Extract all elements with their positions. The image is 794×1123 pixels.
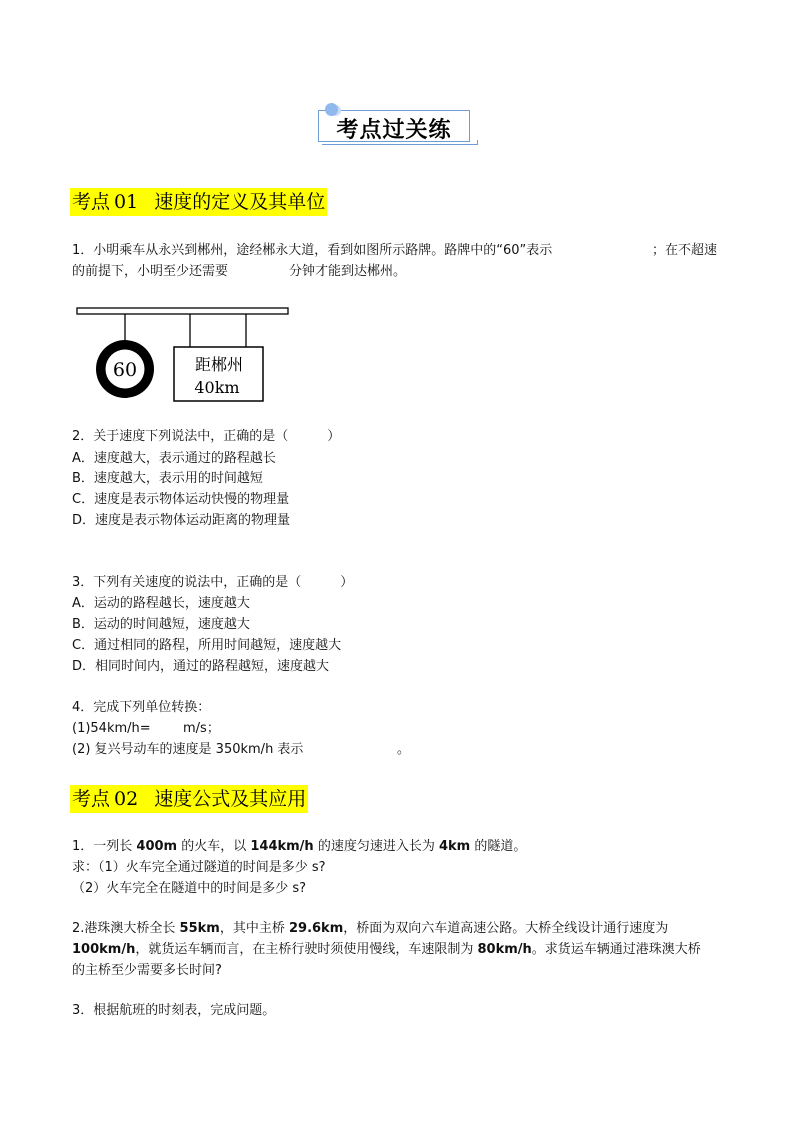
section-title: 速度的定义及其单位: [154, 191, 326, 213]
s2-q1-text: 1．一列长: [72, 839, 137, 854]
s2-q2-text: ，就货运车辆而言，在主桥行驶时须使用慢线，车速限制为: [135, 942, 478, 957]
section-title: 速度公式及其应用: [154, 788, 307, 810]
section-prefix: 考点: [72, 788, 111, 810]
s2-q1-text: 的火车，以: [177, 839, 251, 854]
s2-q1-length: 400m: [136, 839, 178, 854]
distance-sign-km: 40km: [194, 378, 240, 397]
s1-q3-option-a: A．运动的路程越长，速度越大: [72, 596, 250, 611]
s2-q2-text: 2.港珠澳大桥全长: [72, 921, 180, 936]
section-number: 01: [114, 191, 139, 213]
section-heading-02: [70, 785, 308, 813]
s1-q3-option-c: C．通过相同的路程，所用时间越短，速度越大: [72, 638, 342, 653]
s2-q2-limit: 80km/h: [477, 942, 532, 957]
s2-q1-sub1: 求：（1）火车完全通过隧道的时间是多少 s?: [72, 860, 326, 875]
sign-gantry-bar: [77, 308, 288, 314]
s2-q2-text: ，桥面为双向六车道高速公路。大桥全线设计通行速度为: [343, 921, 669, 936]
s1-q4-sub1b: m/s；: [183, 721, 220, 736]
s1-q2-option-d: D．速度是表示物体运动距离的物理量: [72, 513, 291, 528]
s2-q1-text: 的隧道。: [470, 839, 527, 854]
s2-q2-text: 。求货运车辆通过港珠澳大桥: [531, 942, 701, 957]
s1-q1-line1-tail: ；在不超速: [652, 243, 718, 258]
s1-q3-option-d: D．相同时间内，通过的路程越短，速度越大: [72, 659, 330, 674]
s2-q2-line2: [72, 941, 701, 959]
s2-q1-text: 的速度匀速进入长为: [313, 839, 439, 854]
s2-q2-line1: [72, 920, 668, 938]
s1-q4-sub2b: 。: [397, 742, 411, 757]
speed-limit-value: 60: [112, 359, 138, 381]
s2-q2-total: 55km: [179, 921, 220, 936]
s2-q1-speed: 144km/h: [250, 839, 314, 854]
s2-q2-line3: 的主桥至少需要多长时间?: [72, 963, 222, 978]
s1-q1-line1: [72, 242, 552, 260]
s2-q2-design-speed: 100km/h: [72, 942, 136, 957]
page-title: 考点过关练: [336, 118, 452, 143]
distance-sign-dest: 距郴州: [194, 355, 244, 374]
road-sign-figure: [74, 305, 294, 405]
s1-q2-stem: 2．关于速度下列说法中，正确的是（ ）: [72, 429, 341, 444]
s1-q1-line2a: 的前提下，小明至少还需要: [72, 264, 229, 279]
s2-q1-tunnel: 4km: [438, 839, 471, 854]
s1-q3-option-b: B．运动的时间越短，速度越大: [72, 617, 250, 632]
s1-q4-stem: 4．完成下列单位转换：: [72, 700, 211, 715]
s1-q1-line1-text: 1．小明乘车从永兴到郴州，途经郴永大道，看到如图所示路牌。路牌中的“60”表示: [72, 243, 553, 258]
s2-q1-line1: [72, 838, 526, 856]
s1-q2-option-c: C．速度是表示物体运动快慢的物理量: [72, 492, 290, 507]
s1-q2-option-a: A．速度越大，表示通过的路程越长: [72, 451, 276, 466]
s1-q2-option-b: B．速度越大，表示用的时间越短: [72, 471, 263, 486]
s1-q4-sub2a: (2) 复兴号动车的速度是 350km/h 表示: [72, 742, 304, 757]
section-prefix: 考点: [72, 191, 111, 213]
section-number: 02: [114, 788, 139, 810]
s1-q4-sub1a: (1)54km/h=: [72, 721, 151, 736]
s1-q1-line2b: 分钟才能到达郴州。: [289, 264, 407, 279]
section-heading-01: [70, 188, 327, 216]
s2-q1-sub2: （2）火车完全在隧道中的时间是多少 s?: [72, 881, 307, 896]
s2-q3-line1: 3．根据航班的时刻表，完成问题。: [72, 1003, 276, 1018]
s2-q2-text: ，其中主桥: [219, 921, 289, 936]
s1-q3-stem: 3．下列有关速度的说法中，正确的是（ ）: [72, 575, 354, 590]
s2-q2-main: 29.6km: [288, 921, 344, 936]
